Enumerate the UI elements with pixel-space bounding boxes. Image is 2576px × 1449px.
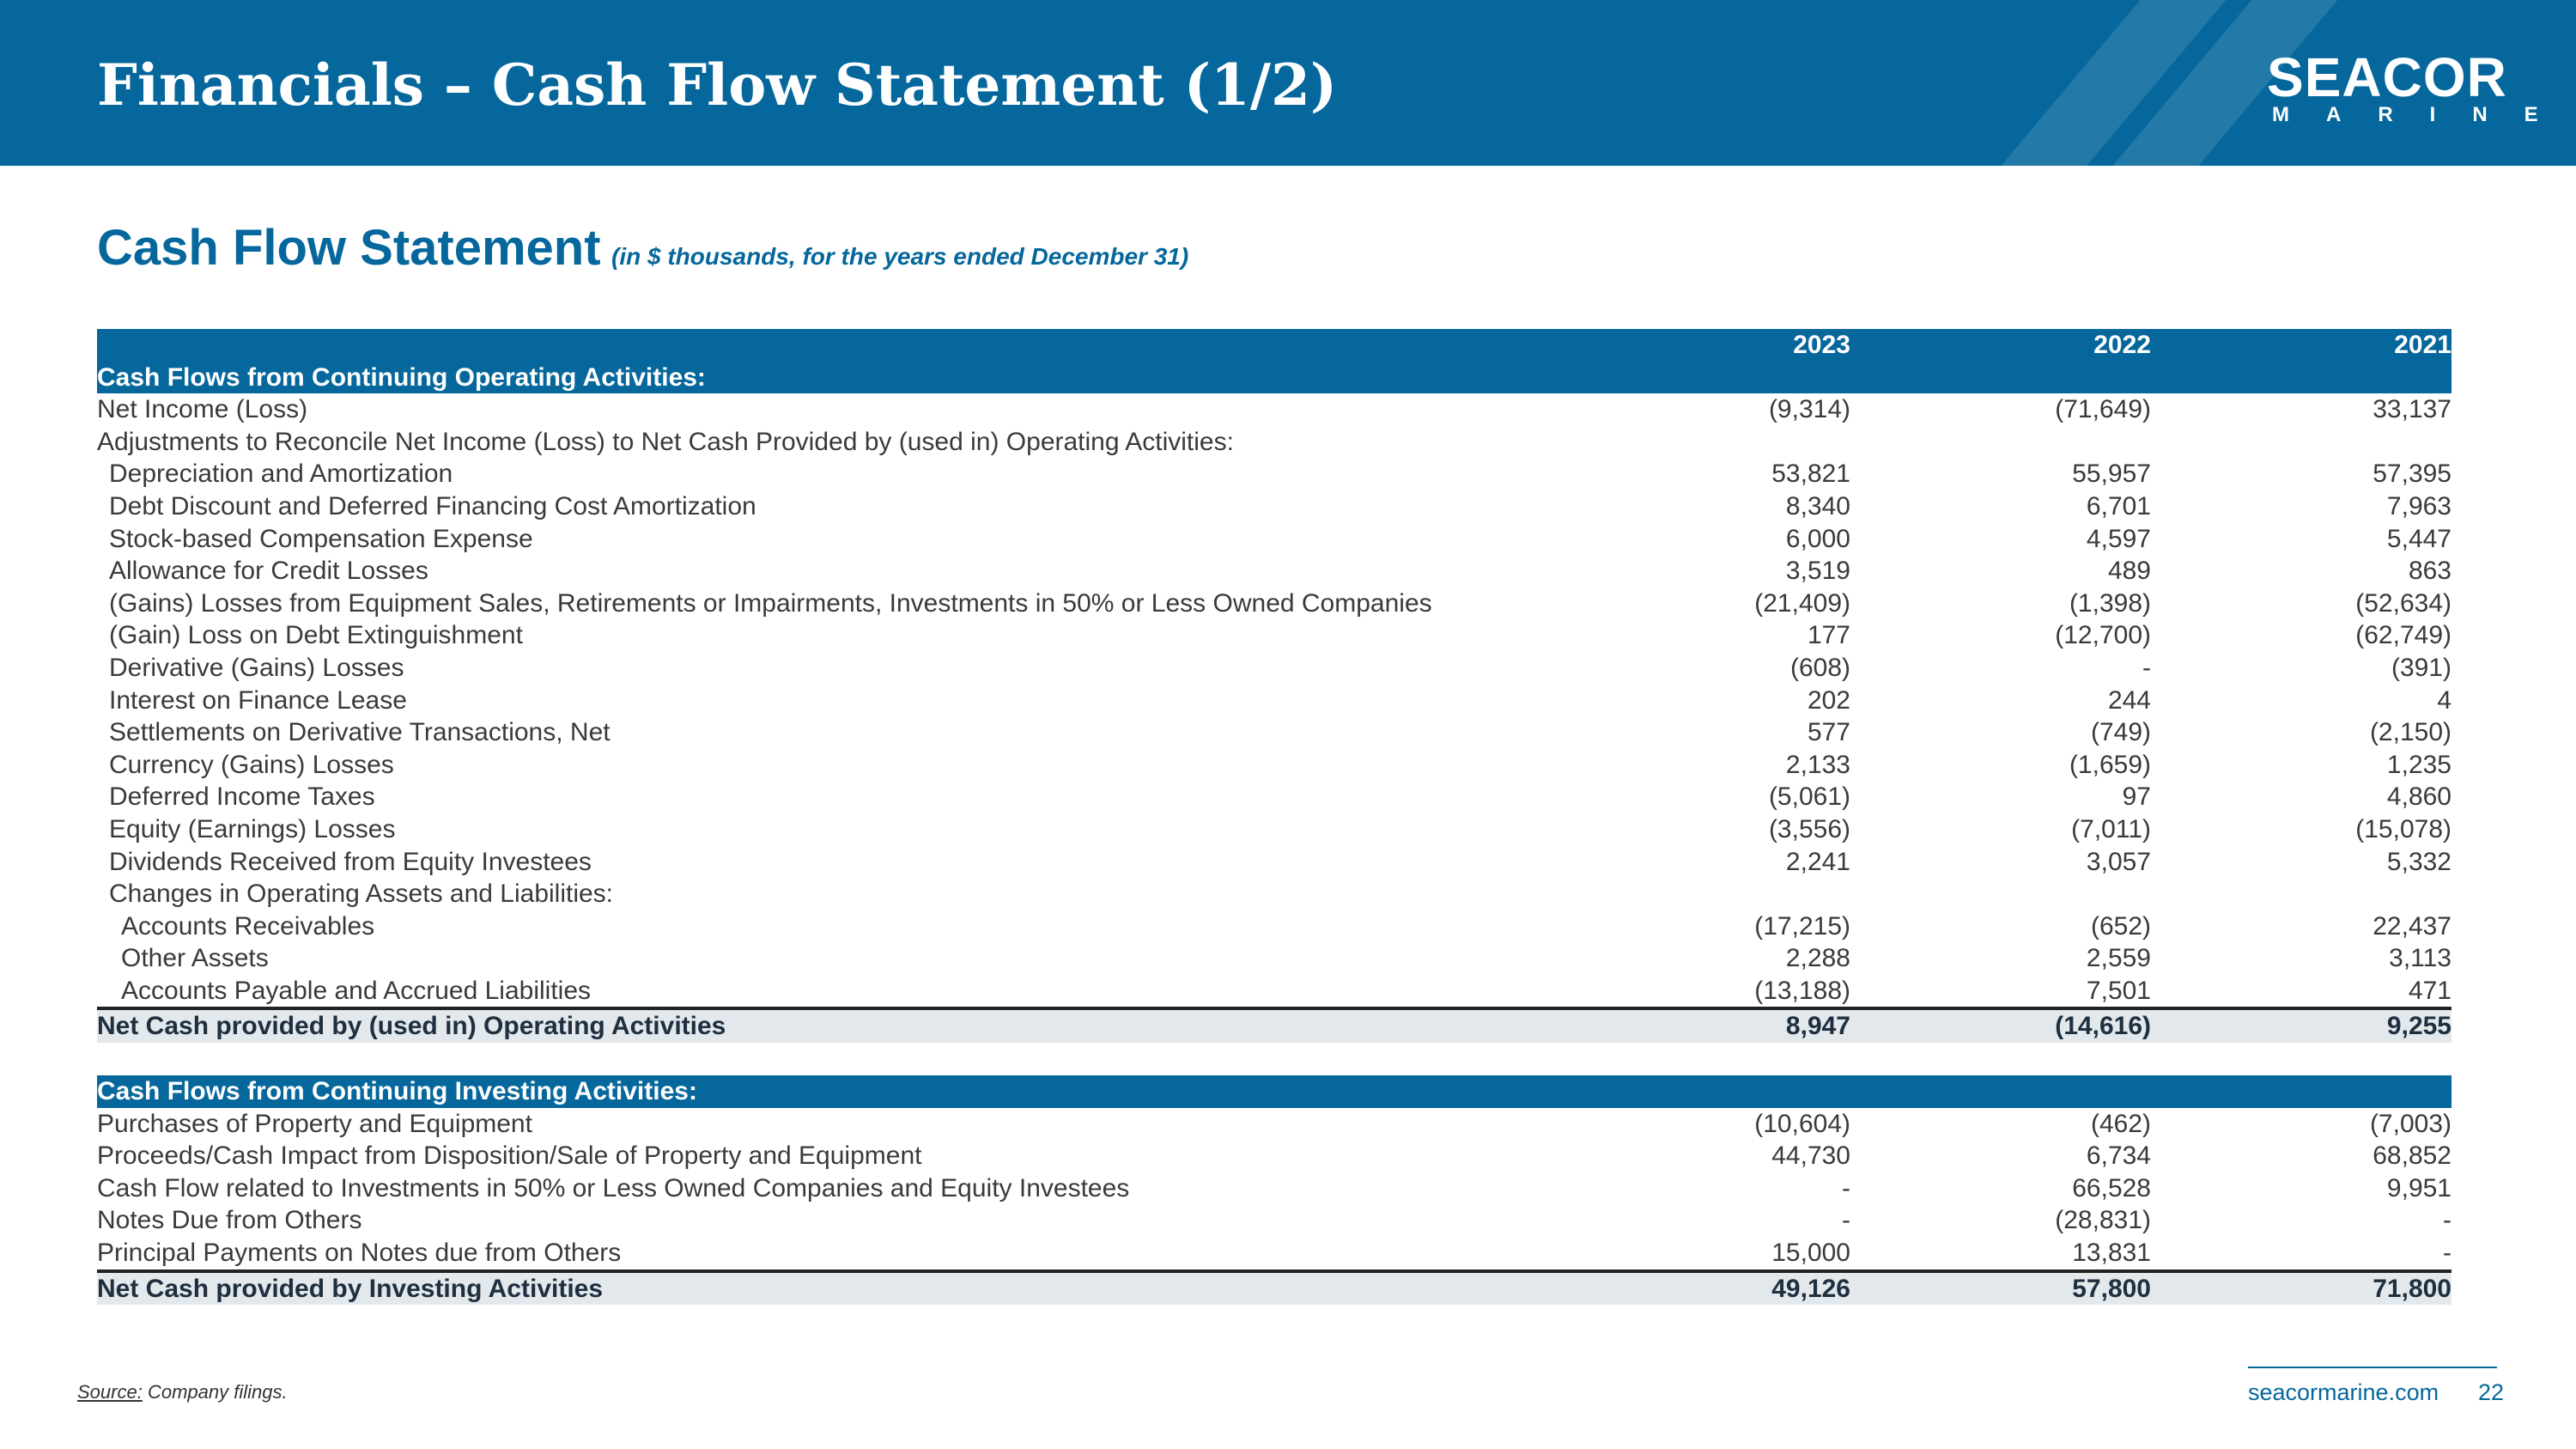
total-value-2021: 71,800 <box>2372 1274 2451 1303</box>
total-value-2023: 8,947 <box>1785 1012 1850 1041</box>
row-value-2021: 22,437 <box>2372 911 2451 941</box>
row-value-2021: - <box>2443 1206 2451 1235</box>
row-value-2022: (462) <box>2090 1109 2151 1138</box>
seacor-logo <box>2267 46 2575 127</box>
row-value-2022: (652) <box>2090 911 2151 941</box>
row-label: Dividends Received from Equity Investees <box>109 847 592 876</box>
row-value-2023: (5,061) <box>1768 782 1850 812</box>
investing-heading-row <box>97 1075 2451 1108</box>
row-value-2022: (71,649) <box>2055 395 2151 424</box>
row-label: Accounts Receivables <box>121 911 375 941</box>
operating-row <box>97 619 2451 652</box>
row-value-2022: 3,057 <box>2086 847 2151 876</box>
row-value-2022: (1,659) <box>2069 750 2151 779</box>
investing-rows <box>97 1108 2451 1271</box>
row-value-2023: - <box>1842 1206 1850 1235</box>
operating-row <box>97 652 2451 685</box>
row-value-2021: (15,078) <box>2355 814 2451 843</box>
row-value-2022: 4,597 <box>2086 524 2151 553</box>
row-value-2022: (28,831) <box>2055 1206 2151 1235</box>
row-label: Notes Due from Others <box>97 1206 362 1235</box>
row-value-2023: 2,241 <box>1785 847 1850 876</box>
row-value-2021: (391) <box>2391 653 2451 682</box>
row-value-2021: (7,003) <box>2369 1109 2451 1138</box>
source-text: Company filings. <box>147 1381 288 1403</box>
website-link[interactable]: seacormarine.com <box>2248 1379 2439 1405</box>
footer-divider <box>2248 1367 2497 1368</box>
row-value-2021: 68,852 <box>2372 1142 2451 1171</box>
operating-heading: Cash Flows from Continuing Operating Activities: <box>97 362 706 392</box>
row-value-2021: 1,235 <box>2386 750 2451 779</box>
row-label: Derivative (Gains) Losses <box>109 653 404 682</box>
row-value-2023: 44,730 <box>1771 1142 1850 1171</box>
row-value-2023: 3,519 <box>1785 557 1850 586</box>
row-value-2021: 471 <box>2408 976 2451 1005</box>
row-label: Proceeds/Cash Impact from Disposition/Sale of Property and Equipment <box>97 1142 922 1171</box>
row-value-2023: 577 <box>1807 718 1850 747</box>
row-value-2023: 8,340 <box>1785 491 1850 521</box>
row-value-2022: 13,831 <box>2072 1239 2151 1268</box>
column-header-2022: 2022 <box>2093 331 2151 359</box>
operating-row <box>97 975 2451 1009</box>
row-label: Purchases of Property and Equipment <box>97 1109 532 1138</box>
logo-word: SEACOR <box>2267 46 2507 108</box>
operating-row <box>97 716 2451 749</box>
operating-row <box>97 813 2451 846</box>
row-label: Changes in Operating Assets and Liabilities: <box>109 880 614 909</box>
operating-row <box>97 426 2451 459</box>
row-value-2021: (2,150) <box>2369 718 2451 747</box>
operating-row <box>97 749 2451 782</box>
row-value-2023: (21,409) <box>1754 588 1850 618</box>
row-value-2023: (13,188) <box>1754 976 1850 1005</box>
investing-row <box>97 1172 2451 1205</box>
column-header-row <box>97 329 2451 362</box>
row-label: Cash Flow related to Investments in 50% or Less Owned Companies and Equity Investees <box>97 1173 1130 1202</box>
row-value-2021: 5,332 <box>2386 847 2451 876</box>
row-value-2022: 7,501 <box>2086 976 2151 1005</box>
row-label: Equity (Earnings) Losses <box>109 814 396 843</box>
row-value-2021: 9,951 <box>2386 1173 2451 1202</box>
row-value-2022: 489 <box>2107 557 2151 586</box>
operating-row <box>97 685 2451 717</box>
row-value-2021: 4,860 <box>2386 782 2451 812</box>
total-value-2022: (14,616) <box>2055 1012 2151 1041</box>
row-value-2023: 2,288 <box>1785 944 1850 973</box>
operating-row <box>97 458 2451 490</box>
row-value-2021: 863 <box>2408 557 2451 586</box>
row-value-2023: (3,556) <box>1768 814 1850 843</box>
total-label: Net Cash provided by (used in) Operating Activities <box>97 1012 726 1041</box>
row-label: (Gain) Loss on Debt Extinguishment <box>109 621 523 650</box>
section-title-main: Cash Flow Statement <box>97 220 601 276</box>
row-value-2022: 2,559 <box>2086 944 2151 973</box>
row-label: Currency (Gains) Losses <box>109 750 394 779</box>
operating-heading-row <box>97 362 2451 394</box>
row-value-2023: 202 <box>1807 685 1850 715</box>
cash-flow-table <box>97 329 2451 1305</box>
row-value-2021: 57,395 <box>2372 460 2451 489</box>
row-label: Adjustments to Reconcile Net Income (Loss) to Net Cash Provided by (used in) Operating Activities: <box>97 427 1234 456</box>
operating-row <box>97 910 2451 943</box>
row-value-2022: (7,011) <box>2071 814 2151 843</box>
section-title <box>97 219 1188 277</box>
source-note <box>77 1381 288 1403</box>
slide-title: Financials – Cash Flow Statement (1/2) <box>97 52 1338 119</box>
row-label: Settlements on Derivative Transactions, Net <box>109 718 611 747</box>
total-value-2022: 57,800 <box>2072 1274 2151 1303</box>
source-label: Source: <box>77 1381 143 1403</box>
row-label: Stock-based Compensation Expense <box>109 524 533 553</box>
row-label: Allowance for Credit Losses <box>109 557 428 586</box>
operating-row <box>97 942 2451 975</box>
row-label: Debt Discount and Deferred Financing Cost Amortization <box>109 491 756 521</box>
investing-row <box>97 1108 2451 1141</box>
row-value-2022: (749) <box>2090 718 2151 747</box>
investing-row <box>97 1140 2451 1172</box>
row-value-2022: 66,528 <box>2072 1173 2151 1202</box>
investing-header-block <box>97 1075 2451 1108</box>
row-label: Net Income (Loss) <box>97 395 308 424</box>
row-value-2023: 177 <box>1807 621 1850 650</box>
row-value-2021: (62,749) <box>2355 621 2451 650</box>
operating-row <box>97 878 2451 910</box>
row-label: Deferred Income Taxes <box>109 782 375 812</box>
operating-row <box>97 490 2451 523</box>
row-label: (Gains) Losses from Equipment Sales, Retirements or Impairments, Investments in 50% or Less Owned Companies <box>109 588 1432 618</box>
row-value-2021: - <box>2443 1239 2451 1268</box>
column-header-2023: 2023 <box>1793 331 1850 359</box>
logo-sub: MARINE <box>2272 103 2575 126</box>
row-value-2021: 4 <box>2437 685 2451 715</box>
row-value-2023: 53,821 <box>1771 460 1850 489</box>
row-value-2023: 15,000 <box>1771 1239 1850 1268</box>
row-value-2022: - <box>2142 653 2151 682</box>
operating-row <box>97 588 2451 620</box>
row-label: Interest on Finance Lease <box>109 685 407 715</box>
operating-row <box>97 393 2451 426</box>
operating-row <box>97 555 2451 588</box>
row-label: Accounts Payable and Accrued Liabilities <box>121 976 592 1005</box>
row-value-2023: 2,133 <box>1785 750 1850 779</box>
row-value-2023: (608) <box>1789 653 1850 682</box>
row-value-2022: 244 <box>2107 685 2151 715</box>
row-value-2023: - <box>1842 1173 1850 1202</box>
operating-row <box>97 523 2451 556</box>
row-value-2022: 55,957 <box>2072 460 2151 489</box>
investing-total-row <box>97 1271 2451 1306</box>
operating-row <box>97 781 2451 813</box>
row-label: Principal Payments on Notes due from Others <box>97 1239 622 1268</box>
row-value-2021: 5,447 <box>2386 524 2451 553</box>
investing-heading: Cash Flows from Continuing Investing Activities: <box>97 1077 697 1106</box>
row-value-2023: 6,000 <box>1785 524 1850 553</box>
row-value-2021: 3,113 <box>2389 944 2451 973</box>
row-value-2022: 6,734 <box>2086 1142 2151 1171</box>
row-value-2021: 33,137 <box>2372 395 2451 424</box>
operating-row <box>97 846 2451 879</box>
row-value-2023: (10,604) <box>1754 1109 1850 1138</box>
section-title-note: (in $ thousands, for the years ended December 31) <box>611 243 1189 270</box>
row-value-2022: 6,701 <box>2086 491 2151 521</box>
row-value-2021: (52,634) <box>2355 588 2451 618</box>
total-label: Net Cash provided by Investing Activities <box>97 1274 604 1303</box>
operating-total-row <box>97 1008 2451 1043</box>
table-spacer <box>97 1043 2451 1075</box>
row-label: Other Assets <box>121 944 269 973</box>
row-label: Depreciation and Amortization <box>109 460 453 489</box>
row-value-2022: (12,700) <box>2055 621 2151 650</box>
row-value-2022: 97 <box>2122 782 2151 812</box>
operating-rows <box>97 393 2451 1008</box>
row-value-2022: (1,398) <box>2069 588 2151 618</box>
row-value-2023: (9,314) <box>1768 395 1850 424</box>
investing-row <box>97 1237 2451 1271</box>
slide-header <box>0 0 2576 166</box>
investing-row <box>97 1204 2451 1237</box>
column-header-2021: 2021 <box>2394 331 2451 359</box>
page-number: 22 <box>2478 1379 2505 1405</box>
total-value-2023: 49,126 <box>1771 1274 1850 1303</box>
total-value-2021: 9,255 <box>2386 1012 2451 1041</box>
row-value-2021: 7,963 <box>2386 491 2451 521</box>
row-value-2023: (17,215) <box>1754 911 1850 941</box>
operating-header-block <box>97 329 2451 393</box>
